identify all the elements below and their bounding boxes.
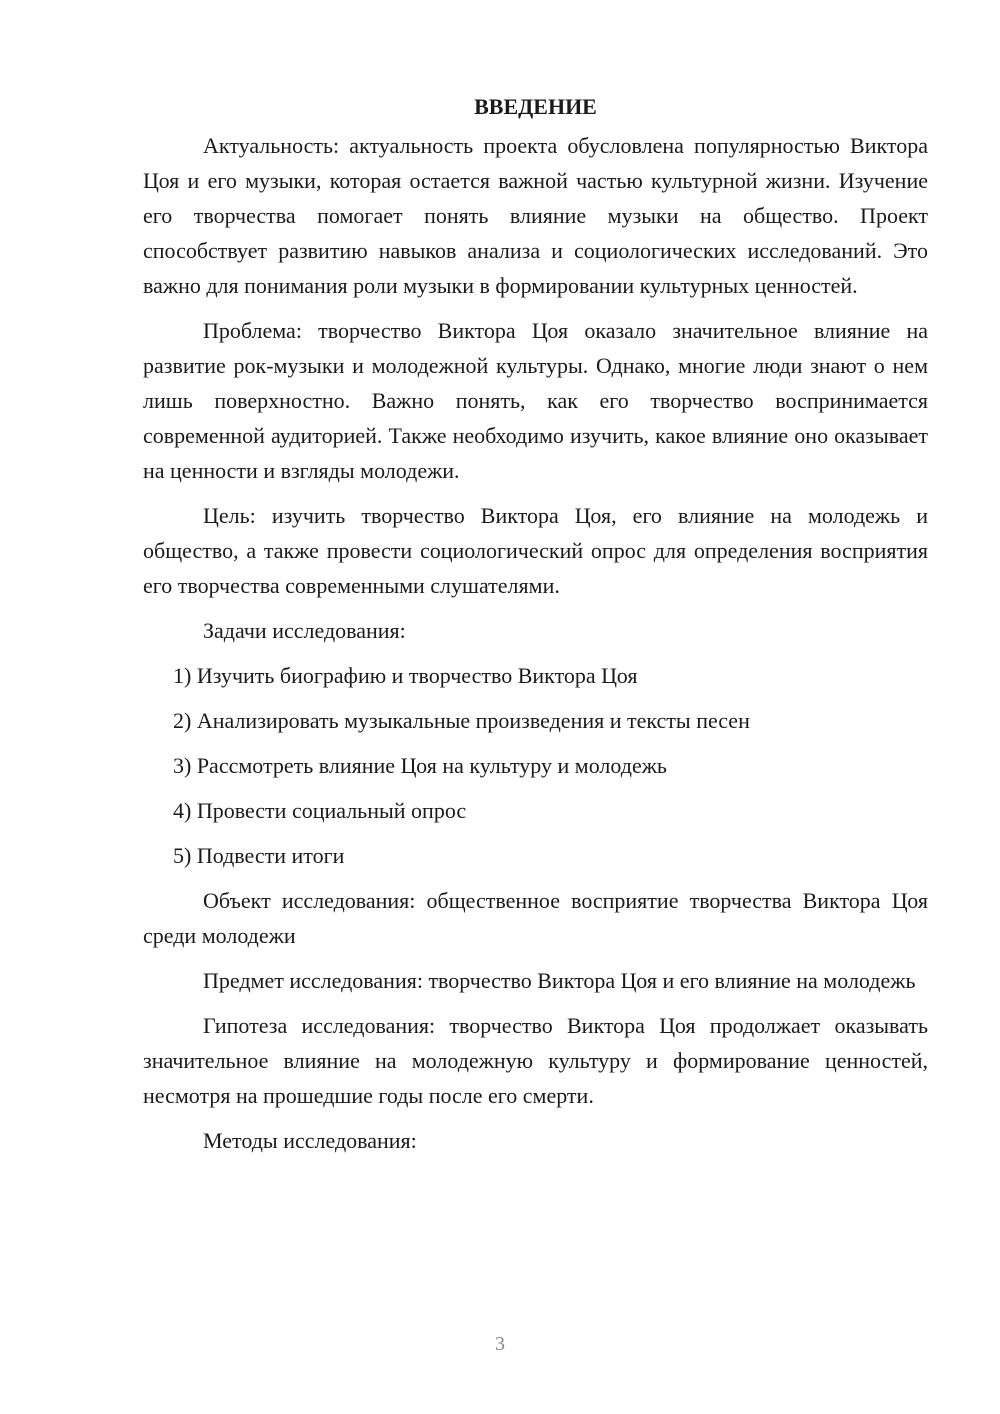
methods-heading: Методы исследования: <box>203 1128 417 1153</box>
task-item: 5) Подвести итоги <box>173 843 345 868</box>
relevance-paragraph: Актуальность: актуальность проекта обусловлена популярностью Виктора Цоя и его музыки, которая остается важной частью культурной жизни. Изучение его творчества помогает понять влияние музыки на общество. Проект способствует развитию навыков анализа и социологических исследований. Это важно для понимания роли музыки в формировании культурных ценностей. <box>143 133 928 298</box>
page-number: 3 <box>495 1333 505 1355</box>
tasks-list <box>143 658 928 873</box>
goal-paragraph: Цель: изучить творчество Виктора Цоя, его влияние на молодежь и общество, а также провести социологический опрос для определения восприятия его творчества современными слушателями. <box>143 503 928 598</box>
document-page <box>143 92 928 1168</box>
hypothesis-paragraph: Гипотеза исследования: творчество Виктора Цоя продолжает оказывать значительное влияние на молодежную культуру и формирование ценностей, несмотря на прошедшие годы после его смерти. <box>143 1013 928 1108</box>
task-item: 2) Анализировать музыкальные произведения и тексты песен <box>173 708 750 733</box>
section-title: ВВЕДЕНИЕ <box>474 94 597 119</box>
subject-paragraph: Предмет исследования: творчество Виктора Цоя и его влияние на молодежь <box>203 968 916 993</box>
task-item: 4) Провести социальный опрос <box>173 798 467 823</box>
object-paragraph: Объект исследования: общественное восприятие творчества Виктора Цоя среди молодежи <box>143 888 928 948</box>
task-item: 3) Рассмотреть влияние Цоя на культуру и молодежь <box>173 753 667 778</box>
tasks-heading: Задачи исследования: <box>203 618 406 643</box>
problem-paragraph: Проблема: творчество Виктора Цоя оказало значительное влияние на развитие рок-музыки и молодежной культуры. Однако, многие люди знают о нем лишь поверхностно. Важно понять, как его творчество воспринимается современной аудиторией. Также необходимо изучить, какое влияние оно оказывает на ценности и взгляды молодежи. <box>143 318 928 483</box>
task-item: 1) Изучить биографию и творчество Виктора Цоя <box>173 663 638 688</box>
